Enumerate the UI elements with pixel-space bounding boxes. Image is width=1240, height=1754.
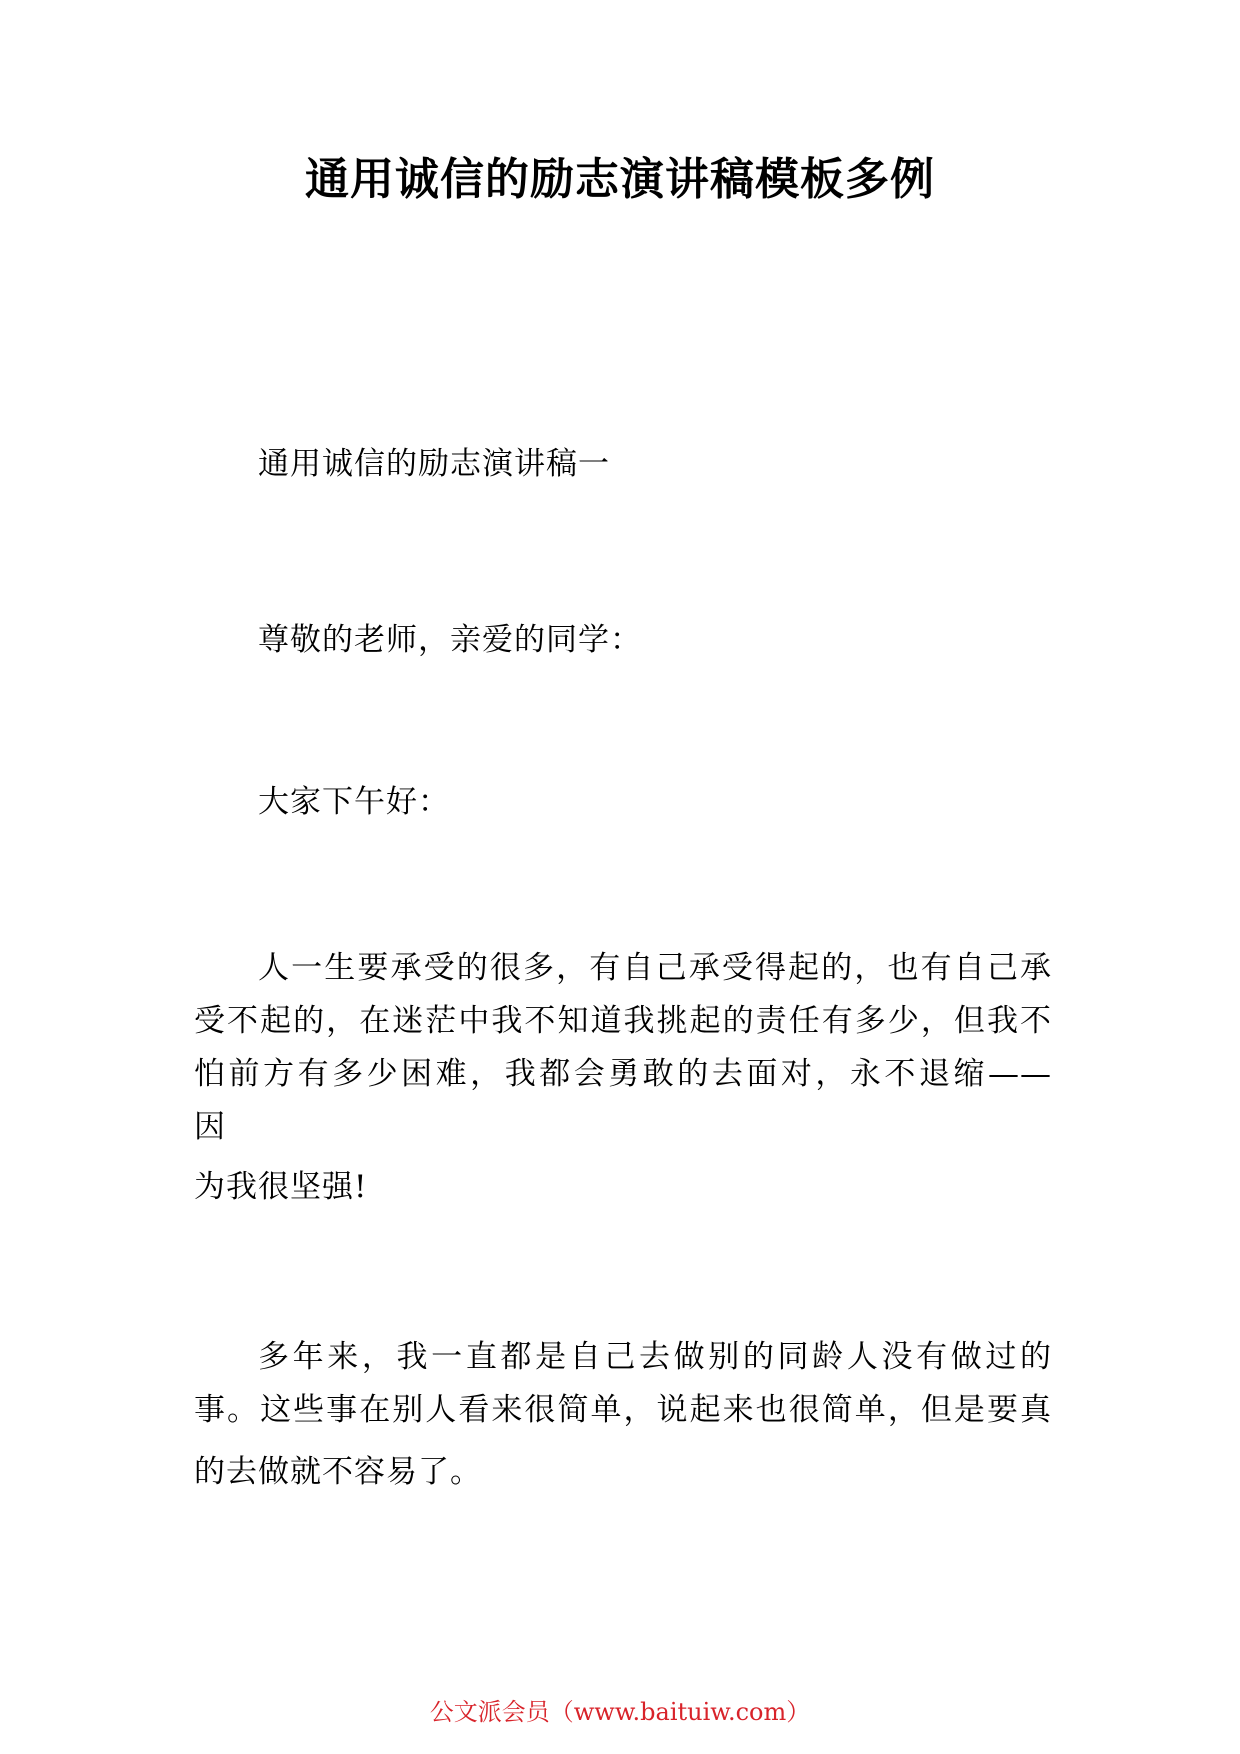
paragraph-1-line-5: 为我很坚强! — [194, 1169, 368, 1205]
paragraph-1-line-3: 怕前方有多少困难，我都会勇敢的去面对，永不退缩—— — [194, 1056, 1052, 1092]
section-heading: 通用诚信的励志演讲稿一 — [258, 446, 610, 482]
paragraph-2-line-3: 的去做就不容易了。 — [194, 1454, 482, 1490]
footer-watermark: 公文派会员（www.baituiw.com） — [429, 1698, 811, 1726]
paragraph-1-line-2: 受不起的，在迷茫中我不知道我挑起的责任有多少，但我不 — [194, 1003, 1052, 1039]
document-title: 通用诚信的励志演讲稿模板多例 — [305, 154, 935, 205]
greeting: 大家下午好： — [258, 784, 450, 820]
paragraph-1-line-4: 因 — [194, 1109, 226, 1145]
salutation: 尊敬的老师，亲爱的同学： — [258, 622, 642, 658]
paragraph-1-line-1: 人一生要承受的很多，有自己承受得起的，也有自己承 — [258, 950, 1052, 986]
paragraph-2-line-2: 事。这些事在别人看来很简单，说起来也很简单，但是要真 — [194, 1392, 1052, 1428]
paragraph-2-line-1: 多年来，我一直都是自己去做别的同龄人没有做过的 — [258, 1339, 1052, 1375]
